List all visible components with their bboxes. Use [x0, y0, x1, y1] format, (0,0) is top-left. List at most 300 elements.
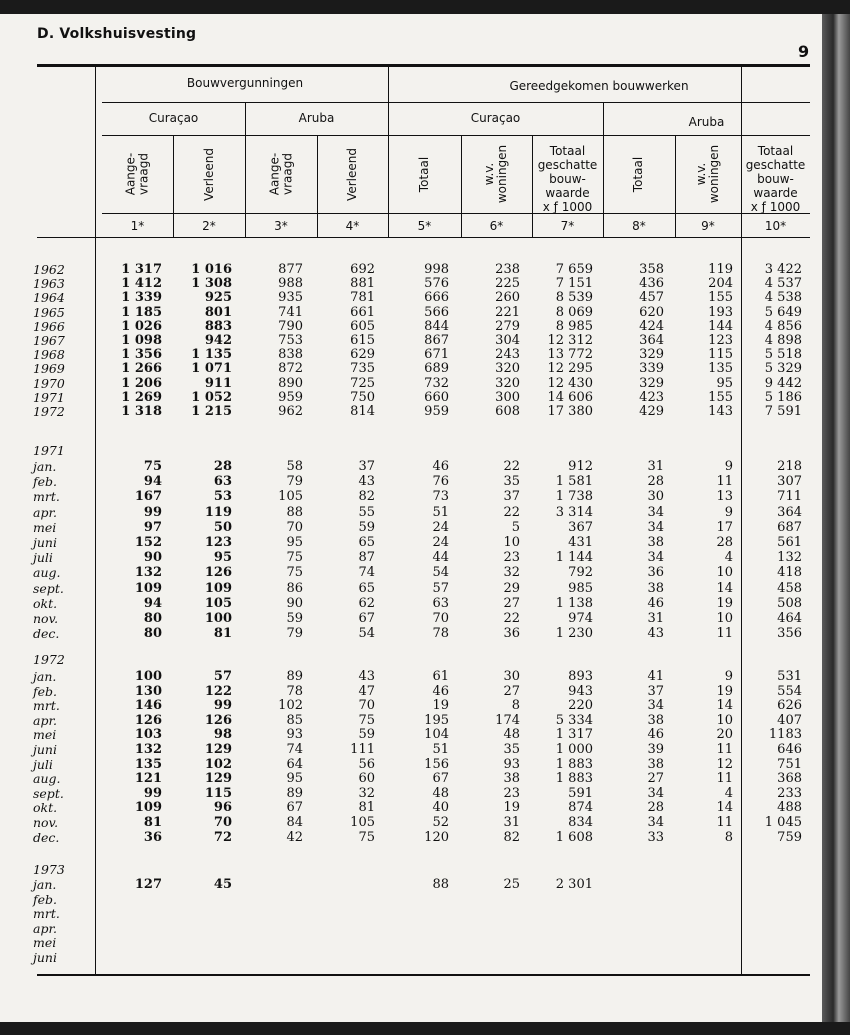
group-header-completed: Gereedgekomen bouwwerken [509, 79, 689, 93]
cell-col-7: 7 151 [555, 276, 593, 292]
row-label: feb. [33, 474, 57, 490]
col-header-label: Aange- vraagd [123, 152, 151, 196]
cell-col-6: 48 [503, 727, 520, 743]
cell-col-1: 1 339 [121, 290, 162, 306]
row-label: aug. [33, 565, 61, 581]
cell-col-6: 23 [503, 785, 520, 801]
page-edge [822, 14, 850, 1022]
cell-col-10: 626 [777, 698, 802, 714]
cell-col-3: 86 [286, 580, 303, 596]
col-number-4: 4* [345, 219, 360, 233]
cell-col-5: 867 [424, 333, 449, 348]
cell-col-4: 56 [358, 756, 375, 772]
cell-col-9: 19 [716, 683, 733, 699]
cell-col-6: 260 [495, 290, 520, 306]
cell-col-2: 1 052 [191, 389, 232, 405]
cell-col-5: 576 [424, 276, 449, 292]
cell-col-10: 458 [777, 580, 802, 596]
row-label: sept. [33, 580, 64, 596]
cell-col-5: 566 [424, 304, 449, 320]
cell-col-3: 78 [286, 683, 303, 699]
cell-col-1: 1 098 [121, 333, 162, 348]
cell-col-3: 85 [286, 712, 303, 728]
cell-col-5: 76 [432, 474, 449, 490]
col-header-label: Verleend [344, 147, 359, 201]
cell-col-9: 10 [716, 611, 733, 626]
cell-col-3: 75 [286, 565, 303, 581]
cell-col-7: 8 985 [555, 318, 593, 334]
cell-col-1: 99 [143, 785, 162, 801]
cell-col-5: 19 [432, 698, 449, 714]
cell-col-8: 27 [647, 771, 664, 787]
cell-col-5: 46 [432, 459, 449, 474]
row-label: jan. [33, 877, 57, 892]
cell-col-9: 11 [716, 815, 733, 830]
cell-col-4: 82 [358, 489, 375, 505]
cell-col-1: 103 [134, 727, 162, 743]
cell-col-8: 436 [639, 276, 664, 292]
col-number-1: 1* [130, 219, 145, 233]
cell-col-10: 218 [777, 459, 802, 474]
cell-col-6: 8 [511, 698, 520, 714]
row-label: juni [33, 535, 57, 550]
cell-col-2: 115 [204, 785, 232, 801]
cell-col-6: 5 [511, 519, 520, 535]
row-label: mei [33, 519, 57, 535]
col-header-6 [461, 136, 532, 212]
subheader-permits-curacao: Curaçao [148, 111, 199, 125]
cell-col-5: 156 [424, 756, 449, 772]
cell-col-2: 1 071 [191, 361, 232, 377]
row-label: 1970 [33, 375, 65, 391]
cell-col-9: 8 [724, 829, 733, 845]
cell-col-4: 70 [358, 698, 375, 714]
row-label: 1963 [33, 276, 65, 292]
cell-col-6: 31 [503, 815, 520, 830]
cell-col-10: 464 [777, 611, 802, 626]
cell-col-5: 732 [424, 375, 449, 391]
cell-col-3: 74 [286, 742, 303, 757]
cell-col-1: 126 [134, 712, 162, 728]
cell-col-5: 70 [432, 611, 449, 626]
col-header-1 [102, 136, 173, 212]
cell-col-8: 34 [647, 550, 664, 566]
cell-col-5: 54 [432, 565, 449, 581]
cell-col-6: 30 [503, 669, 520, 684]
colnum-top-rule [102, 213, 810, 214]
cell-col-5: 666 [424, 290, 449, 306]
cell-col-10: 508 [777, 595, 802, 611]
row-label: juli [33, 756, 53, 772]
cell-col-10: 5 518 [764, 347, 802, 363]
cell-col-1: 90 [143, 550, 162, 566]
cell-col-5: 660 [424, 389, 449, 405]
row-label: juni [33, 742, 57, 757]
cell-col-7: 7 659 [555, 262, 593, 277]
cell-col-10: 7 591 [764, 404, 802, 419]
cell-col-9: 135 [708, 361, 733, 377]
group-rule [102, 102, 810, 103]
cell-col-8: 46 [647, 595, 664, 611]
cell-col-3: 753 [278, 333, 303, 348]
cell-col-7: 12 312 [547, 333, 593, 348]
col-number-9: 9* [701, 219, 715, 233]
cell-col-8: 34 [647, 519, 664, 535]
cell-col-7: 1 138 [555, 595, 593, 611]
col-header-10: Totaal geschatte bouw- waarde x ƒ 1000 [745, 144, 806, 214]
cell-col-5: 46 [432, 683, 449, 699]
cell-col-3: 890 [278, 375, 303, 391]
cell-col-7: 220 [568, 698, 593, 714]
cell-col-3: 790 [278, 318, 303, 334]
cell-col-8: 31 [647, 611, 664, 626]
cell-col-6: 82 [503, 829, 520, 845]
cell-col-10: 1183 [768, 727, 802, 743]
cell-col-9: 14 [716, 580, 733, 596]
subheader-completed-curacao: Curaçao [470, 111, 521, 125]
cell-col-2: 45 [213, 877, 232, 892]
cell-col-3: 90 [286, 595, 303, 611]
cell-col-6: 300 [495, 389, 520, 405]
cell-col-5: 104 [424, 727, 449, 743]
cell-col-2: 81 [213, 626, 232, 642]
row-label: 1968 [33, 347, 65, 363]
row-label: okt. [33, 595, 58, 611]
row-label: nov. [33, 815, 59, 830]
cell-col-7: 591 [568, 785, 593, 801]
cell-col-4: 605 [350, 318, 375, 334]
cell-col-9: 13 [716, 489, 733, 505]
cell-col-7: 3 314 [555, 504, 593, 520]
cell-col-7: 943 [568, 683, 593, 699]
cell-col-1: 127 [134, 877, 162, 892]
cell-col-4: 65 [358, 580, 375, 596]
cell-col-10: 531 [777, 669, 802, 684]
cell-col-6: 304 [495, 333, 520, 348]
year-heading: 1973 [33, 862, 65, 877]
row-label: aug. [33, 771, 61, 787]
cell-col-8: 39 [647, 742, 664, 757]
cell-col-10: 356 [777, 626, 802, 642]
cell-col-6: 35 [503, 474, 520, 490]
cell-col-1: 97 [143, 519, 162, 535]
cell-col-1: 1 206 [121, 375, 162, 391]
cell-col-4: 37 [358, 459, 375, 474]
cell-col-10: 5 329 [764, 361, 802, 377]
cell-col-7: 1 608 [555, 829, 593, 845]
cell-col-1: 152 [134, 535, 162, 550]
cell-col-6: 22 [503, 611, 520, 626]
cell-col-4: 725 [350, 375, 375, 391]
cell-col-3: 95 [286, 535, 303, 550]
cell-col-8: 43 [647, 626, 664, 642]
cell-col-3: 935 [278, 290, 303, 306]
cell-col-2: 925 [204, 290, 232, 306]
cell-col-8: 31 [647, 459, 664, 474]
year-heading: 1971 [33, 443, 65, 458]
cell-col-3: 79 [286, 474, 303, 490]
cell-col-10: 759 [777, 829, 802, 845]
row-label: 1971 [33, 389, 65, 405]
cell-col-9: 11 [716, 742, 733, 757]
cell-col-9: 11 [716, 626, 733, 642]
cell-col-4: 750 [350, 389, 375, 405]
cell-col-7: 893 [568, 669, 593, 684]
cell-col-9: 9 [724, 669, 733, 684]
cell-col-5: 44 [432, 550, 449, 566]
cell-col-7: 1 883 [555, 756, 593, 772]
cell-col-2: 72 [213, 829, 232, 845]
cell-col-4: 65 [358, 535, 375, 550]
cell-col-10: 418 [777, 565, 802, 581]
cell-col-2: 50 [213, 519, 232, 535]
cell-col-7: 912 [568, 459, 593, 474]
cell-col-1: 1 185 [121, 304, 162, 320]
cell-col-8: 38 [647, 756, 664, 772]
cell-col-10: 4 538 [764, 290, 802, 306]
cell-col-8: 424 [639, 318, 664, 334]
cell-col-5: 998 [424, 262, 449, 277]
cell-col-8: 36 [647, 565, 664, 581]
cell-col-3: 962 [278, 404, 303, 419]
cell-col-5: 73 [432, 489, 449, 505]
cell-col-5: 689 [424, 361, 449, 377]
cell-col-10: 4 537 [764, 276, 802, 292]
cell-col-9: 9 [724, 459, 733, 474]
cell-col-10: 9 442 [764, 375, 802, 391]
cell-col-10: 687 [777, 519, 802, 535]
cell-col-10: 488 [777, 800, 802, 816]
cell-col-7: 1 144 [555, 550, 593, 566]
cell-col-2: 105 [204, 595, 232, 611]
col-number-7: 7* [560, 219, 575, 233]
cell-col-9: 115 [708, 347, 733, 363]
cell-col-4: 75 [358, 829, 375, 845]
cell-col-5: 57 [432, 580, 449, 596]
cell-col-9: 155 [708, 389, 733, 405]
row-label: 1962 [33, 262, 65, 277]
cell-col-8: 329 [639, 347, 664, 363]
cell-col-3: 70 [286, 519, 303, 535]
page-number: 9 [798, 42, 810, 61]
row-label: juni [33, 950, 57, 965]
cell-col-2: 1 016 [191, 262, 232, 277]
cell-col-5: 40 [432, 800, 449, 816]
cell-col-2: 129 [204, 771, 232, 787]
cell-col-10: 5 649 [764, 304, 802, 320]
row-label: 1966 [33, 318, 65, 334]
cell-col-1: 135 [134, 756, 162, 772]
col-header-label: Totaal [416, 156, 431, 192]
cell-col-4: 781 [350, 290, 375, 306]
cell-col-2: 801 [204, 304, 232, 320]
cell-col-4: 629 [350, 347, 375, 363]
cell-col-8: 33 [647, 829, 664, 845]
cell-col-2: 95 [213, 550, 232, 566]
subheader-permits-aruba: Aruba [298, 111, 335, 125]
row-label: dec. [33, 829, 60, 845]
cell-col-2: 126 [204, 712, 232, 728]
cell-col-8: 34 [647, 815, 664, 830]
cell-col-2: 1 308 [191, 276, 232, 292]
cell-col-9: 10 [716, 712, 733, 728]
cell-col-4: 74 [358, 565, 375, 581]
cell-col-4: 814 [350, 404, 375, 419]
cell-col-4: 62 [358, 595, 375, 611]
cell-col-8: 30 [647, 489, 664, 505]
cell-col-5: 671 [424, 347, 449, 363]
cell-col-6: 221 [495, 304, 520, 320]
cell-col-5: 51 [432, 504, 449, 520]
col-number-6: 6* [489, 219, 504, 233]
row-label: sept. [33, 785, 64, 801]
cell-col-5: 24 [432, 535, 449, 550]
cell-col-3: 58 [286, 459, 303, 474]
cell-col-1: 1 412 [121, 276, 162, 292]
cell-col-9: 14 [716, 698, 733, 714]
cell-col-9: 14 [716, 800, 733, 816]
cell-col-7: 834 [568, 815, 593, 830]
col-header-4 [317, 136, 388, 212]
col-header-3 [245, 136, 317, 212]
cell-col-6: 22 [503, 504, 520, 520]
cell-col-4: 43 [358, 669, 375, 684]
cell-col-7: 13 772 [547, 347, 593, 363]
cell-col-1: 121 [134, 771, 162, 787]
cell-col-9: 9 [724, 504, 733, 520]
top-rule [37, 64, 810, 67]
cell-col-4: 60 [358, 771, 375, 787]
cell-col-6: 29 [503, 580, 520, 596]
cell-col-1: 109 [134, 800, 162, 816]
cell-col-2: 28 [213, 459, 232, 474]
col-header-7: Totaal geschatte bouw- waarde x ƒ 1000 [537, 144, 598, 214]
cell-col-1: 1 026 [121, 318, 162, 334]
cell-col-6: 32 [503, 565, 520, 581]
cell-col-1: 75 [143, 459, 162, 474]
cell-col-2: 96 [213, 800, 232, 816]
cell-col-6: 320 [495, 361, 520, 377]
cell-col-9: 11 [716, 474, 733, 490]
cell-col-3: 84 [286, 815, 303, 830]
cell-col-3: 105 [278, 489, 303, 505]
cell-col-3: 959 [278, 389, 303, 405]
cell-col-9: 193 [708, 304, 733, 320]
cell-col-10: 4 856 [764, 318, 802, 334]
cell-col-8: 28 [647, 800, 664, 816]
cell-col-7: 874 [568, 800, 593, 816]
cell-col-8: 37 [647, 683, 664, 699]
row-label: jan. [33, 669, 57, 684]
cell-col-7: 1 883 [555, 771, 593, 787]
cell-col-6: 22 [503, 459, 520, 474]
cell-col-9: 17 [716, 519, 733, 535]
cell-col-9: 20 [716, 727, 733, 743]
cell-col-3: 877 [278, 262, 303, 277]
cell-col-5: 24 [432, 519, 449, 535]
cell-col-6: 37 [503, 489, 520, 505]
col-header-label: Verleend [201, 147, 216, 201]
row-label: okt. [33, 800, 58, 816]
cell-col-8: 46 [647, 727, 664, 743]
cell-col-7: 1 317 [555, 727, 593, 743]
cell-col-9: 10 [716, 565, 733, 581]
cell-col-2: 100 [204, 611, 232, 626]
cell-col-2: 1 135 [191, 347, 232, 363]
col-header-9 [675, 136, 741, 212]
cell-col-5: 844 [424, 318, 449, 334]
cell-col-8: 34 [647, 698, 664, 714]
cell-col-1: 132 [134, 742, 162, 757]
col-number-2: 2* [202, 219, 216, 233]
cell-col-5: 195 [424, 712, 449, 728]
cell-col-1: 130 [134, 683, 162, 699]
row-label: mrt. [33, 906, 60, 922]
row-label: feb. [33, 891, 57, 907]
cell-col-5: 78 [432, 626, 449, 642]
cell-col-4: 43 [358, 474, 375, 490]
row-label: jan. [33, 459, 57, 474]
cell-col-4: 55 [358, 504, 375, 520]
cell-col-7: 367 [568, 519, 593, 535]
cell-col-7: 1 738 [555, 489, 593, 505]
cell-col-1: 1 317 [121, 262, 162, 277]
cell-col-8: 429 [639, 404, 664, 419]
cell-col-9: 19 [716, 595, 733, 611]
cell-col-6: 10 [503, 535, 520, 550]
cell-col-6: 36 [503, 626, 520, 642]
cell-col-4: 59 [358, 519, 375, 535]
col-header-label: w.v. woningen [694, 144, 721, 204]
cell-col-5: 88 [432, 877, 449, 892]
cell-col-8: 38 [647, 535, 664, 550]
cell-col-3: 93 [286, 727, 303, 743]
cell-col-8: 34 [647, 785, 664, 801]
cell-col-3: 988 [278, 276, 303, 292]
cell-col-4: 111 [350, 742, 375, 757]
cell-col-8: 364 [639, 333, 664, 348]
cell-col-3: 42 [286, 829, 303, 845]
row-label: mrt. [33, 698, 60, 714]
cell-col-4: 615 [350, 333, 375, 348]
cell-col-1: 94 [143, 474, 162, 490]
cell-col-8: 28 [647, 474, 664, 490]
cell-col-8: 329 [639, 375, 664, 391]
cell-col-8: 620 [639, 304, 664, 320]
cell-col-5: 959 [424, 404, 449, 419]
cell-col-9: 11 [716, 771, 733, 787]
cell-col-3: 59 [286, 611, 303, 626]
cell-col-6: 25 [503, 877, 520, 892]
cell-col-10: 711 [777, 489, 802, 505]
row-label: 1967 [33, 333, 65, 348]
cell-col-1: 100 [134, 669, 162, 684]
cell-col-4: 54 [358, 626, 375, 642]
col-number-8: 8* [632, 219, 646, 233]
cell-col-8: 339 [639, 361, 664, 377]
cell-col-7: 2 301 [555, 877, 593, 892]
cell-col-2: 119 [204, 504, 232, 520]
cell-col-10: 364 [777, 504, 802, 520]
cell-col-8: 457 [639, 290, 664, 306]
cell-col-10: 751 [777, 756, 802, 772]
cell-col-3: 89 [286, 669, 303, 684]
cell-col-10: 407 [777, 712, 802, 728]
cell-col-2: 70 [213, 815, 232, 830]
cell-col-6: 93 [503, 756, 520, 772]
cell-col-7: 1 581 [555, 474, 593, 490]
cell-col-6: 608 [495, 404, 520, 419]
